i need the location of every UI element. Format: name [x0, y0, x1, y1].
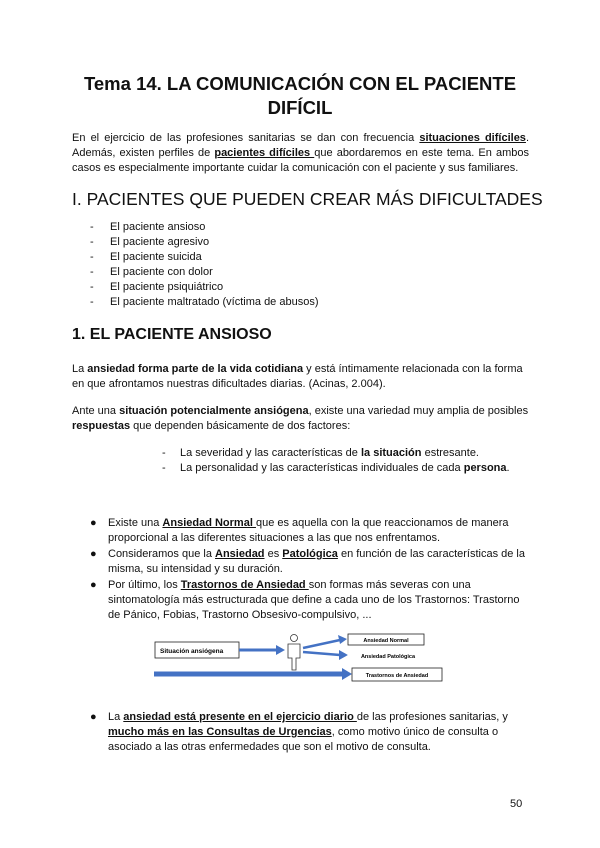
- disorders-label: Trastornos de Ansiedad: [365, 673, 429, 679]
- dash-marker: -: [90, 281, 94, 293]
- text-run: .: [506, 462, 510, 474]
- text-run: La: [72, 363, 88, 375]
- response-paragraph: [72, 404, 529, 434]
- arrowhead-icon: [339, 650, 348, 660]
- emphasis: ansiedad está presente en el ejercicio diario: [123, 711, 357, 723]
- list-item-text: El paciente agresivo: [110, 236, 210, 248]
- text-run: Existe una: [108, 517, 163, 529]
- bullet-marker: ●: [90, 711, 97, 723]
- list-item: [90, 547, 530, 577]
- anxiety-types-list: [90, 516, 530, 624]
- bullet-marker: ●: [90, 548, 97, 560]
- dash-marker: -: [90, 266, 94, 278]
- emphasis: mucho más en las Consultas de Urgencias: [108, 726, 332, 738]
- page-title: [70, 72, 530, 120]
- patient-types-list: [90, 220, 319, 310]
- anxiety-paragraph: [72, 362, 529, 392]
- arrow-to-pathological: [303, 652, 340, 655]
- title-line-1: Tema 14. LA COMUNICACIÓN CON EL PACIENTE: [83, 73, 517, 94]
- text-run: La: [108, 711, 124, 723]
- list-item-text: El paciente maltratado (víctima de abusos): [110, 296, 319, 308]
- emphasis: respuestas: [72, 420, 131, 432]
- text-run: , como motivo único de consulta o asociado a las otras enfermedades que son el motivo de consulta.: [108, 726, 499, 753]
- person-icon: [288, 635, 300, 671]
- list-item-text: El paciente con dolor: [110, 266, 213, 278]
- emphasis: Patológica: [282, 548, 338, 560]
- text-run: que es aquella con la que reaccionamos de manera proporcional a las diferentes situaciones a las que nos enfrentamos.: [108, 517, 509, 544]
- section-heading: I. PACIENTES QUE PUEDEN CREAR MÁS DIFICULTADES: [72, 189, 543, 209]
- title-line-2: DIFÍCIL: [267, 97, 333, 118]
- text-run: , existe una variedad muy amplia de posibles: [308, 405, 529, 417]
- list-item: [90, 280, 319, 295]
- list-item-text: El paciente suicida: [110, 251, 202, 263]
- urgency-list: [90, 710, 530, 756]
- dash-marker: -: [90, 251, 94, 263]
- text-run: estresante.: [421, 447, 479, 459]
- text-run: En el ejercicio de las profesiones sanitarias se dan con frecuencia: [72, 132, 420, 144]
- normal-label: Ansiedad Normal: [363, 638, 409, 644]
- emphasis: persona: [463, 462, 507, 474]
- dash-marker: -: [90, 221, 94, 233]
- list-item: [90, 235, 319, 250]
- dash-marker: -: [90, 296, 94, 308]
- emphasis: ansiedad forma parte de la vida cotidiana: [87, 363, 304, 375]
- text-run: que abordaremos en este tema. En ambos casos es especialmente importante cuidar la comunicación con el paciente y sus familiares.: [72, 147, 529, 174]
- text-run: Ante una: [72, 405, 120, 417]
- situation-label: Situación ansiógena: [160, 648, 224, 655]
- text-run: de las profesiones sanitarias, y: [356, 711, 508, 723]
- text-run: La severidad y las características de: [180, 447, 361, 459]
- intro-paragraph: [72, 131, 529, 176]
- emphasis: Ansiedad Normal: [162, 517, 256, 529]
- arrowhead-icon: [338, 635, 347, 644]
- emphasis: la situación: [360, 447, 422, 459]
- dash-marker: -: [162, 447, 166, 459]
- arrowhead-icon: [342, 668, 352, 680]
- list-item: [162, 446, 532, 461]
- text-run: La personalidad y las características individuales de cada: [180, 462, 464, 474]
- text-run: es: [264, 548, 283, 560]
- list-item: [90, 710, 530, 755]
- list-item: [90, 295, 319, 310]
- factors-list: [162, 446, 532, 476]
- emphasis: Ansiedad: [215, 548, 265, 560]
- list-item: [90, 250, 319, 265]
- arrowhead-icon: [276, 645, 285, 655]
- text-run: . Además, existen perfiles de: [72, 132, 529, 159]
- anxiety-diagram: [150, 632, 450, 688]
- list-item: [90, 265, 319, 280]
- emphasis: situaciones difíciles: [419, 132, 526, 144]
- arrow-to-normal: [303, 640, 340, 648]
- pathological-label: Ansiedad Patológica: [360, 654, 416, 660]
- emphasis: pacientes difíciles: [214, 147, 315, 159]
- text-run: en función de las características de la misma, su intensidad y su duración.: [108, 548, 525, 575]
- text-run: que dependen básicamente de dos factores:: [130, 420, 351, 432]
- list-item: [90, 220, 319, 235]
- bullet-marker: ●: [90, 579, 97, 591]
- subsection-heading: 1. EL PACIENTE ANSIOSO: [72, 326, 272, 343]
- bullet-marker: ●: [90, 517, 97, 529]
- list-item: [90, 516, 530, 546]
- dash-marker: -: [162, 462, 166, 474]
- text-run: Consideramos que la: [108, 548, 216, 560]
- dash-marker: -: [90, 236, 94, 248]
- page-number: 50: [510, 798, 523, 810]
- text-run: Por último, los: [108, 579, 181, 591]
- text-run: son formas más severas con una sintomatología más estructurada que define a cada uno de los Trastornos: Trastorno de Pánico, Fobias, Trastorno Obsesivo-compulsivo, ...: [108, 579, 520, 621]
- emphasis: situación potencialmente ansiógena: [119, 405, 309, 417]
- text-run: y está íntimamente relacionada con la forma en que afrontamos nuestras dificultades diarias. (Acinas, 2.004).: [72, 363, 523, 390]
- emphasis: Trastornos de Ansiedad: [180, 579, 309, 591]
- list-item-text: El paciente ansioso: [110, 221, 206, 233]
- list-item-text: El paciente psiquiátrico: [110, 281, 224, 293]
- list-item: [90, 578, 530, 623]
- list-item: [162, 461, 532, 476]
